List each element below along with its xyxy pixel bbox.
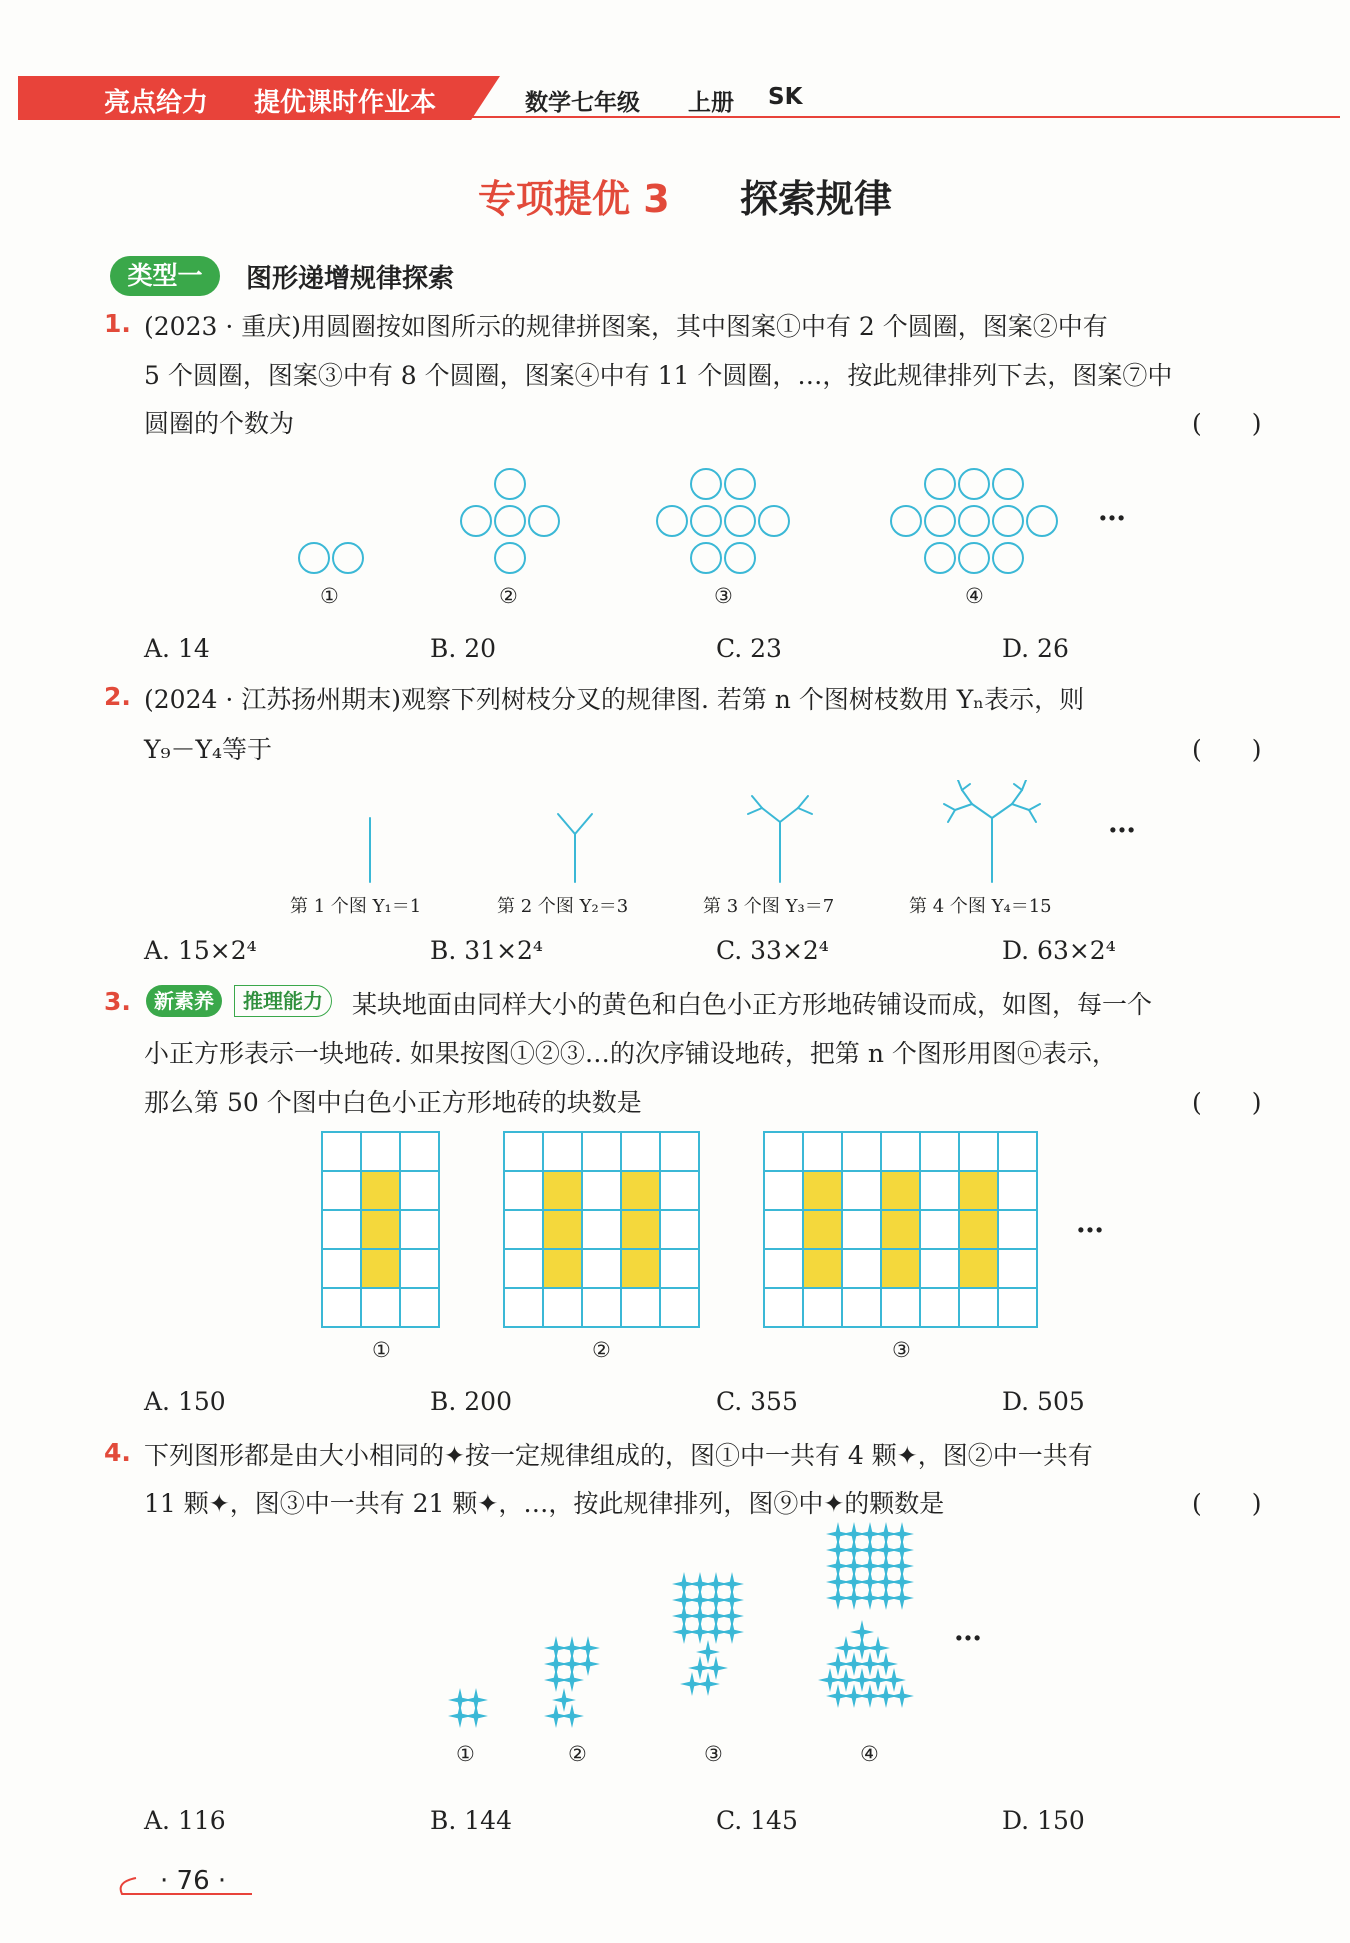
q4-label-2: ② (568, 1742, 587, 1766)
q1-circle (959, 506, 989, 536)
white-tile (543, 1132, 582, 1171)
q3-number: 3. (104, 987, 131, 1016)
header-subject: 数学七年级 (525, 90, 640, 116)
q1-line1: (2023 · 重庆)用圆圈按如图所示的规律拼图案，其中图案①中有 2 个圆圈，图案②中有 (144, 312, 1108, 341)
q2-branch (948, 810, 955, 822)
q4-line1: 下列图形都是由大小相同的✦按一定规律组成的，图①中一共有 4 颗✦，图②中一共有 (144, 1441, 1093, 1470)
q1-circle (461, 506, 491, 536)
yellow-tile (621, 1171, 660, 1210)
white-tile (764, 1171, 803, 1210)
q1-circle (925, 543, 955, 573)
q3-tag-new-literacy: 新素养 (146, 985, 222, 1017)
white-tile (400, 1132, 439, 1171)
white-tile (660, 1288, 699, 1327)
q2-branch (944, 804, 955, 810)
yellow-tile (959, 1210, 998, 1249)
star-icon (560, 1668, 584, 1692)
q3-option-c: C. 355 (716, 1387, 798, 1416)
white-tile (504, 1132, 543, 1171)
white-tile (322, 1132, 361, 1171)
star-icon (890, 1586, 914, 1610)
q1-circle (495, 506, 525, 536)
q1-circle (691, 506, 721, 536)
q2-branch (962, 784, 970, 790)
q3-tag-reasoning: 推理能力 (234, 985, 332, 1017)
q1-circle-figures (0, 450, 1350, 630)
q3-label-1: ① (372, 1338, 391, 1362)
q4-label-4: ④ (860, 1742, 879, 1766)
white-tile (998, 1171, 1037, 1210)
header-brand: 亮点给力 (104, 88, 209, 118)
header-edition: SK (768, 84, 803, 110)
yellow-tile (543, 1210, 582, 1249)
q2-caption-2: 第 2 个图 Y₂＝3 (497, 896, 629, 917)
q1-circle (299, 543, 329, 573)
q2-branch (1012, 790, 1022, 804)
q2-option-b: B. 31×2⁴ (430, 936, 543, 965)
page-number: · 76 · (160, 1866, 227, 1896)
q2-branch (1029, 804, 1040, 810)
q2-branch (958, 780, 962, 790)
yellow-tile (959, 1171, 998, 1210)
q4-label-3: ③ (704, 1742, 723, 1766)
q2-branch (1022, 780, 1026, 790)
q2-branch (1029, 810, 1036, 822)
q4-number: 4. (104, 1438, 131, 1467)
q2-caption-4: 第 4 个图 Y₄＝15 (909, 896, 1052, 917)
yellow-tile (959, 1249, 998, 1288)
q1-line2: 5 个圆圈，图案③中有 8 个圆圈，图案④中有 11 个圆圈，…，按此规律排列下去，图案⑦中 (144, 361, 1173, 390)
star-icon (576, 1652, 600, 1676)
q4-option-c: C. 145 (716, 1806, 798, 1835)
yellow-tile (543, 1171, 582, 1210)
q1-circle (725, 469, 755, 499)
header-rule (18, 116, 1340, 118)
q3-label-2: ② (592, 1338, 611, 1362)
yellow-tile (881, 1249, 920, 1288)
q1-circle (333, 543, 363, 573)
q1-circle (959, 469, 989, 499)
q4-option-b: B. 144 (430, 1806, 512, 1835)
q3-ellipsis: … (1076, 1206, 1105, 1239)
q2-branch (780, 808, 798, 822)
white-tile (803, 1132, 842, 1171)
q2-branch (972, 804, 992, 818)
page-title-subject: 探索规律 (740, 177, 893, 221)
yellow-tile (621, 1210, 660, 1249)
q2-tree-figures (0, 780, 1350, 890)
q2-branch (1014, 784, 1022, 790)
white-tile (764, 1288, 803, 1327)
q2-branch (575, 814, 592, 834)
q2-caption-3: 第 3 个图 Y₃＝7 (703, 896, 835, 917)
white-tile (582, 1288, 621, 1327)
q4-line2: 11 颗✦，图③中一共有 21 颗✦，…，按此规律排列，图⑨中✦的颗数是 (144, 1489, 945, 1518)
white-tile (920, 1132, 959, 1171)
white-tile (959, 1288, 998, 1327)
yellow-tile (361, 1210, 400, 1249)
q2-line2: Y₉－Y₄等于 (144, 735, 273, 764)
yellow-tile (803, 1171, 842, 1210)
q1-label-4: ④ (965, 584, 984, 608)
q1-option-a: A. 14 (144, 634, 210, 663)
q3-option-d: D. 505 (1002, 1387, 1085, 1416)
q1-circle (759, 506, 789, 536)
white-tile (582, 1249, 621, 1288)
yellow-tile (361, 1171, 400, 1210)
q3-line2: 小正方形表示一块地砖. 如果按图①②③…的次序铺设地砖，把第 n 个图形用图ⓝ表示， (144, 1039, 1117, 1068)
white-tile (998, 1132, 1037, 1171)
white-tile (920, 1210, 959, 1249)
white-tile (582, 1171, 621, 1210)
q1-circle (529, 506, 559, 536)
q1-circle (1027, 506, 1057, 536)
white-tile (582, 1132, 621, 1171)
white-tile (920, 1249, 959, 1288)
white-tile (400, 1171, 439, 1210)
q1-circle (495, 469, 525, 499)
white-tile (400, 1288, 439, 1327)
q3-label-3: ③ (892, 1338, 911, 1362)
white-tile (543, 1288, 582, 1327)
q1-circle (993, 506, 1023, 536)
white-tile (881, 1132, 920, 1171)
q2-branch (1012, 804, 1029, 810)
white-tile (660, 1249, 699, 1288)
q1-circle (657, 506, 687, 536)
white-tile (621, 1288, 660, 1327)
q1-option-b: B. 20 (430, 634, 497, 663)
white-tile (582, 1210, 621, 1249)
section-title: 图形递增规律探索 (246, 264, 455, 294)
q2-branch (962, 790, 972, 804)
yellow-tile (881, 1171, 920, 1210)
white-tile (660, 1171, 699, 1210)
white-tile (322, 1171, 361, 1210)
white-tile (504, 1288, 543, 1327)
white-tile (764, 1132, 803, 1171)
q1-ellipsis: … (1098, 494, 1127, 527)
yellow-tile (803, 1249, 842, 1288)
q3-line3: 那么第 50 个图中白色小正方形地砖的块数是 (144, 1088, 642, 1117)
q1-label-1: ① (320, 584, 339, 608)
q2-option-a: A. 15×2⁴ (144, 936, 257, 965)
white-tile (842, 1132, 881, 1171)
white-tile (842, 1171, 881, 1210)
q2-option-c: C. 33×2⁴ (716, 936, 829, 965)
q1-circle (691, 469, 721, 499)
q2-branch (558, 814, 575, 834)
q1-option-c: C. 23 (716, 634, 782, 663)
q4-option-a: A. 116 (144, 1806, 226, 1835)
white-tile (322, 1288, 361, 1327)
yellow-tile (803, 1210, 842, 1249)
q2-branch (955, 804, 972, 810)
q1-number: 1. (104, 309, 131, 338)
q1-label-3: ③ (714, 584, 733, 608)
q2-line1: (2024 · 江苏扬州期末)观察下列树枝分叉的规律图. 若第 n 个图树枝数用 Yₙ表示，则 (144, 685, 1085, 714)
q2-branch (762, 808, 780, 822)
white-tile (621, 1132, 660, 1171)
q4-option-d: D. 150 (1002, 1806, 1085, 1835)
q2-branch (798, 796, 808, 808)
yellow-tile (621, 1249, 660, 1288)
header-volume: 上册 (688, 90, 734, 116)
q2-branch (992, 804, 1012, 818)
yellow-tile (543, 1249, 582, 1288)
q3-option-a: A. 150 (144, 1387, 226, 1416)
yellow-tile (361, 1249, 400, 1288)
yellow-tile (881, 1210, 920, 1249)
star-icon (464, 1704, 488, 1728)
q1-answer-paren: ( ) (1192, 409, 1262, 438)
q2-branch (752, 796, 762, 808)
q3-answer-paren: ( ) (1192, 1088, 1262, 1117)
white-tile (361, 1132, 400, 1171)
q2-answer-paren: ( ) (1192, 735, 1262, 764)
white-tile (842, 1210, 881, 1249)
white-tile (764, 1210, 803, 1249)
q2-branch (748, 808, 762, 814)
q4-ellipsis: … (954, 1614, 983, 1647)
q4-label-1: ① (456, 1742, 475, 1766)
white-tile (881, 1288, 920, 1327)
white-tile (660, 1132, 699, 1171)
white-tile (920, 1288, 959, 1327)
white-tile (842, 1249, 881, 1288)
q2-number: 2. (104, 682, 131, 711)
q2-option-d: D. 63×2⁴ (1002, 936, 1116, 965)
q1-circle (725, 543, 755, 573)
white-tile (842, 1288, 881, 1327)
q2-caption-1: 第 1 个图 Y₁＝1 (290, 896, 422, 917)
white-tile (400, 1249, 439, 1288)
white-tile (998, 1210, 1037, 1249)
white-tile (998, 1249, 1037, 1288)
q1-circle (725, 506, 755, 536)
page-title-topic: 专项提优 3 (478, 177, 670, 221)
section-badge: 类型一 (110, 256, 220, 296)
header-book-title: 提优课时作业本 (254, 88, 437, 118)
q4-answer-paren: ( ) (1192, 1489, 1262, 1518)
q1-circle (959, 543, 989, 573)
white-tile (959, 1132, 998, 1171)
white-tile (764, 1249, 803, 1288)
white-tile (998, 1288, 1037, 1327)
q1-line3: 圆圈的个数为 (144, 409, 295, 438)
white-tile (920, 1171, 959, 1210)
q1-circle (993, 543, 1023, 573)
q1-circle (925, 469, 955, 499)
q3-tile-figures (0, 1128, 1350, 1338)
white-tile (361, 1288, 400, 1327)
q1-option-d: D. 26 (1002, 634, 1069, 663)
q1-circle (925, 506, 955, 536)
q1-circle (993, 469, 1023, 499)
q3-line1: 某块地面由同样大小的黄色和白色小正方形地砖铺设而成，如图，每一个 (352, 990, 1153, 1019)
white-tile (504, 1210, 543, 1249)
white-tile (660, 1210, 699, 1249)
star-icon (720, 1620, 744, 1644)
white-tile (504, 1171, 543, 1210)
q2-branch (798, 808, 812, 814)
white-tile (322, 1249, 361, 1288)
q3-option-b: B. 200 (430, 1387, 512, 1416)
q4-star-figures (0, 1520, 1350, 1740)
white-tile (504, 1249, 543, 1288)
q1-circle (691, 543, 721, 573)
white-tile (400, 1210, 439, 1249)
q1-circle (891, 506, 921, 536)
q2-ellipsis: … (1108, 806, 1137, 839)
q1-label-2: ② (499, 584, 518, 608)
q1-circle (495, 543, 525, 573)
white-tile (322, 1210, 361, 1249)
white-tile (803, 1288, 842, 1327)
